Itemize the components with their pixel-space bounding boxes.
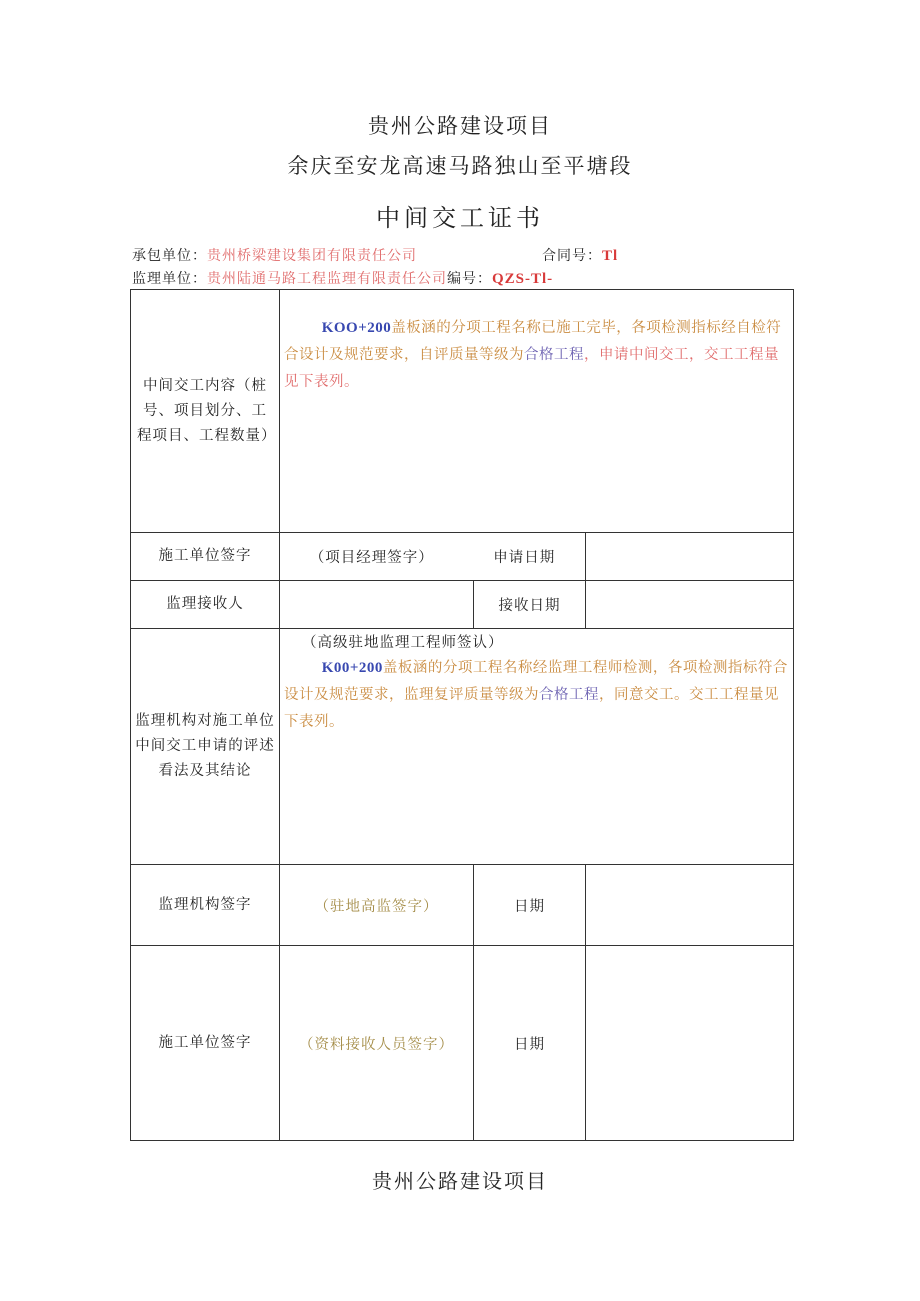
content-cell[interactable] [280, 290, 794, 533]
review-text-a: 盖板涵的分项工程名称经监理工程师检测，各项检测指标符合设计及规范要求，监理复评质量等级为 [284, 660, 788, 703]
review-label-cell [131, 629, 280, 865]
contractor-date-label: 日期 [474, 946, 586, 1141]
review-quality-grade: 合格工程 [539, 687, 599, 703]
form-row-supervisor-sign [131, 865, 794, 946]
contractor-value: 贵州桥梁建设集团有限责任公司 [207, 248, 417, 264]
supervisor-label: 监理单位： [132, 271, 207, 287]
form-row-contractor-sign [131, 946, 794, 1141]
applicant-sign-hint: （项目经理签字） [309, 550, 434, 566]
receiver-cell[interactable] [280, 581, 474, 629]
review-stake-code: K00+200 [321, 660, 383, 676]
review-label: 监理机构对施工单位中间交工申请的评述看法及其结论 [135, 713, 275, 779]
supervisor-date-label: 日期 [474, 865, 586, 946]
supervisor-sign-label: 监理机构签字 [131, 865, 280, 946]
stake-code: KOO+200 [321, 320, 392, 336]
contractor-label: 承包单位： [132, 248, 207, 264]
contract-no-label: 合同号： [542, 248, 602, 264]
footer-heading: 贵州公路建设项目 [372, 1169, 548, 1193]
applicant-sign-cell[interactable] [280, 533, 586, 581]
contractor-sign-label: 施工单位签字 [131, 946, 280, 1141]
serial-label: 编号： [447, 271, 492, 287]
review-text [280, 654, 793, 736]
applicant-sign-row [280, 546, 585, 567]
supervisor-date-cell[interactable] [586, 865, 794, 946]
apply-date-label: 申请日期 [493, 550, 556, 566]
applicant-label: 施工单位签字 [131, 533, 280, 581]
content-text-a: 盖板涵的分项工程名称已施工完毕，各项检测指标经自检符合设计及规范要求，自评质量等级为 [284, 320, 782, 363]
project-heading: 贵州公路建设项目 [368, 114, 552, 138]
serial-value: QZS-Tl- [492, 271, 554, 287]
handover-form-table [130, 289, 794, 1141]
receive-date-cell[interactable] [586, 581, 794, 629]
document-title: 中间交工证书 [376, 204, 544, 232]
apply-date-cell[interactable] [586, 533, 794, 581]
receive-date-label: 接收日期 [474, 581, 586, 629]
review-text-b: ，同意交工。交工工程量见下表列。 [284, 687, 779, 730]
receiver-label: 监理接收人 [131, 581, 280, 629]
contractor-line [132, 245, 417, 265]
form-row-review [131, 629, 794, 865]
contractor-sign-hint[interactable]: （资料接收人员签字） [280, 946, 474, 1141]
contract-no-line [542, 245, 618, 265]
supervisor-value: 贵州陆通马路工程监理有限责任公司 [207, 271, 447, 287]
review-sign-hint: （高级驻地监理工程师签认） [302, 635, 504, 651]
content-text [280, 290, 793, 396]
contractor-date-cell[interactable] [586, 946, 794, 1141]
form-row-applicant [131, 533, 794, 581]
quality-grade: 合格工程 [524, 347, 584, 363]
content-label: 中间交工内容（桩号、项目划分、工程项目、工程数量） [137, 377, 277, 444]
form-row-content [131, 290, 794, 533]
supervisor-sign-hint[interactable]: （驻地高监签字） [280, 865, 474, 946]
content-text-b: ，申请中间交工，交工工程量见下表列。 [284, 347, 779, 390]
form-row-receiver [131, 581, 794, 629]
content-label-cell [131, 290, 280, 533]
contract-no-value: Tl [602, 248, 619, 264]
review-cell[interactable] [280, 629, 794, 865]
section-heading: 余庆至安龙高速马路独山至平塘段 [287, 154, 633, 178]
supervisor-line [132, 268, 553, 288]
